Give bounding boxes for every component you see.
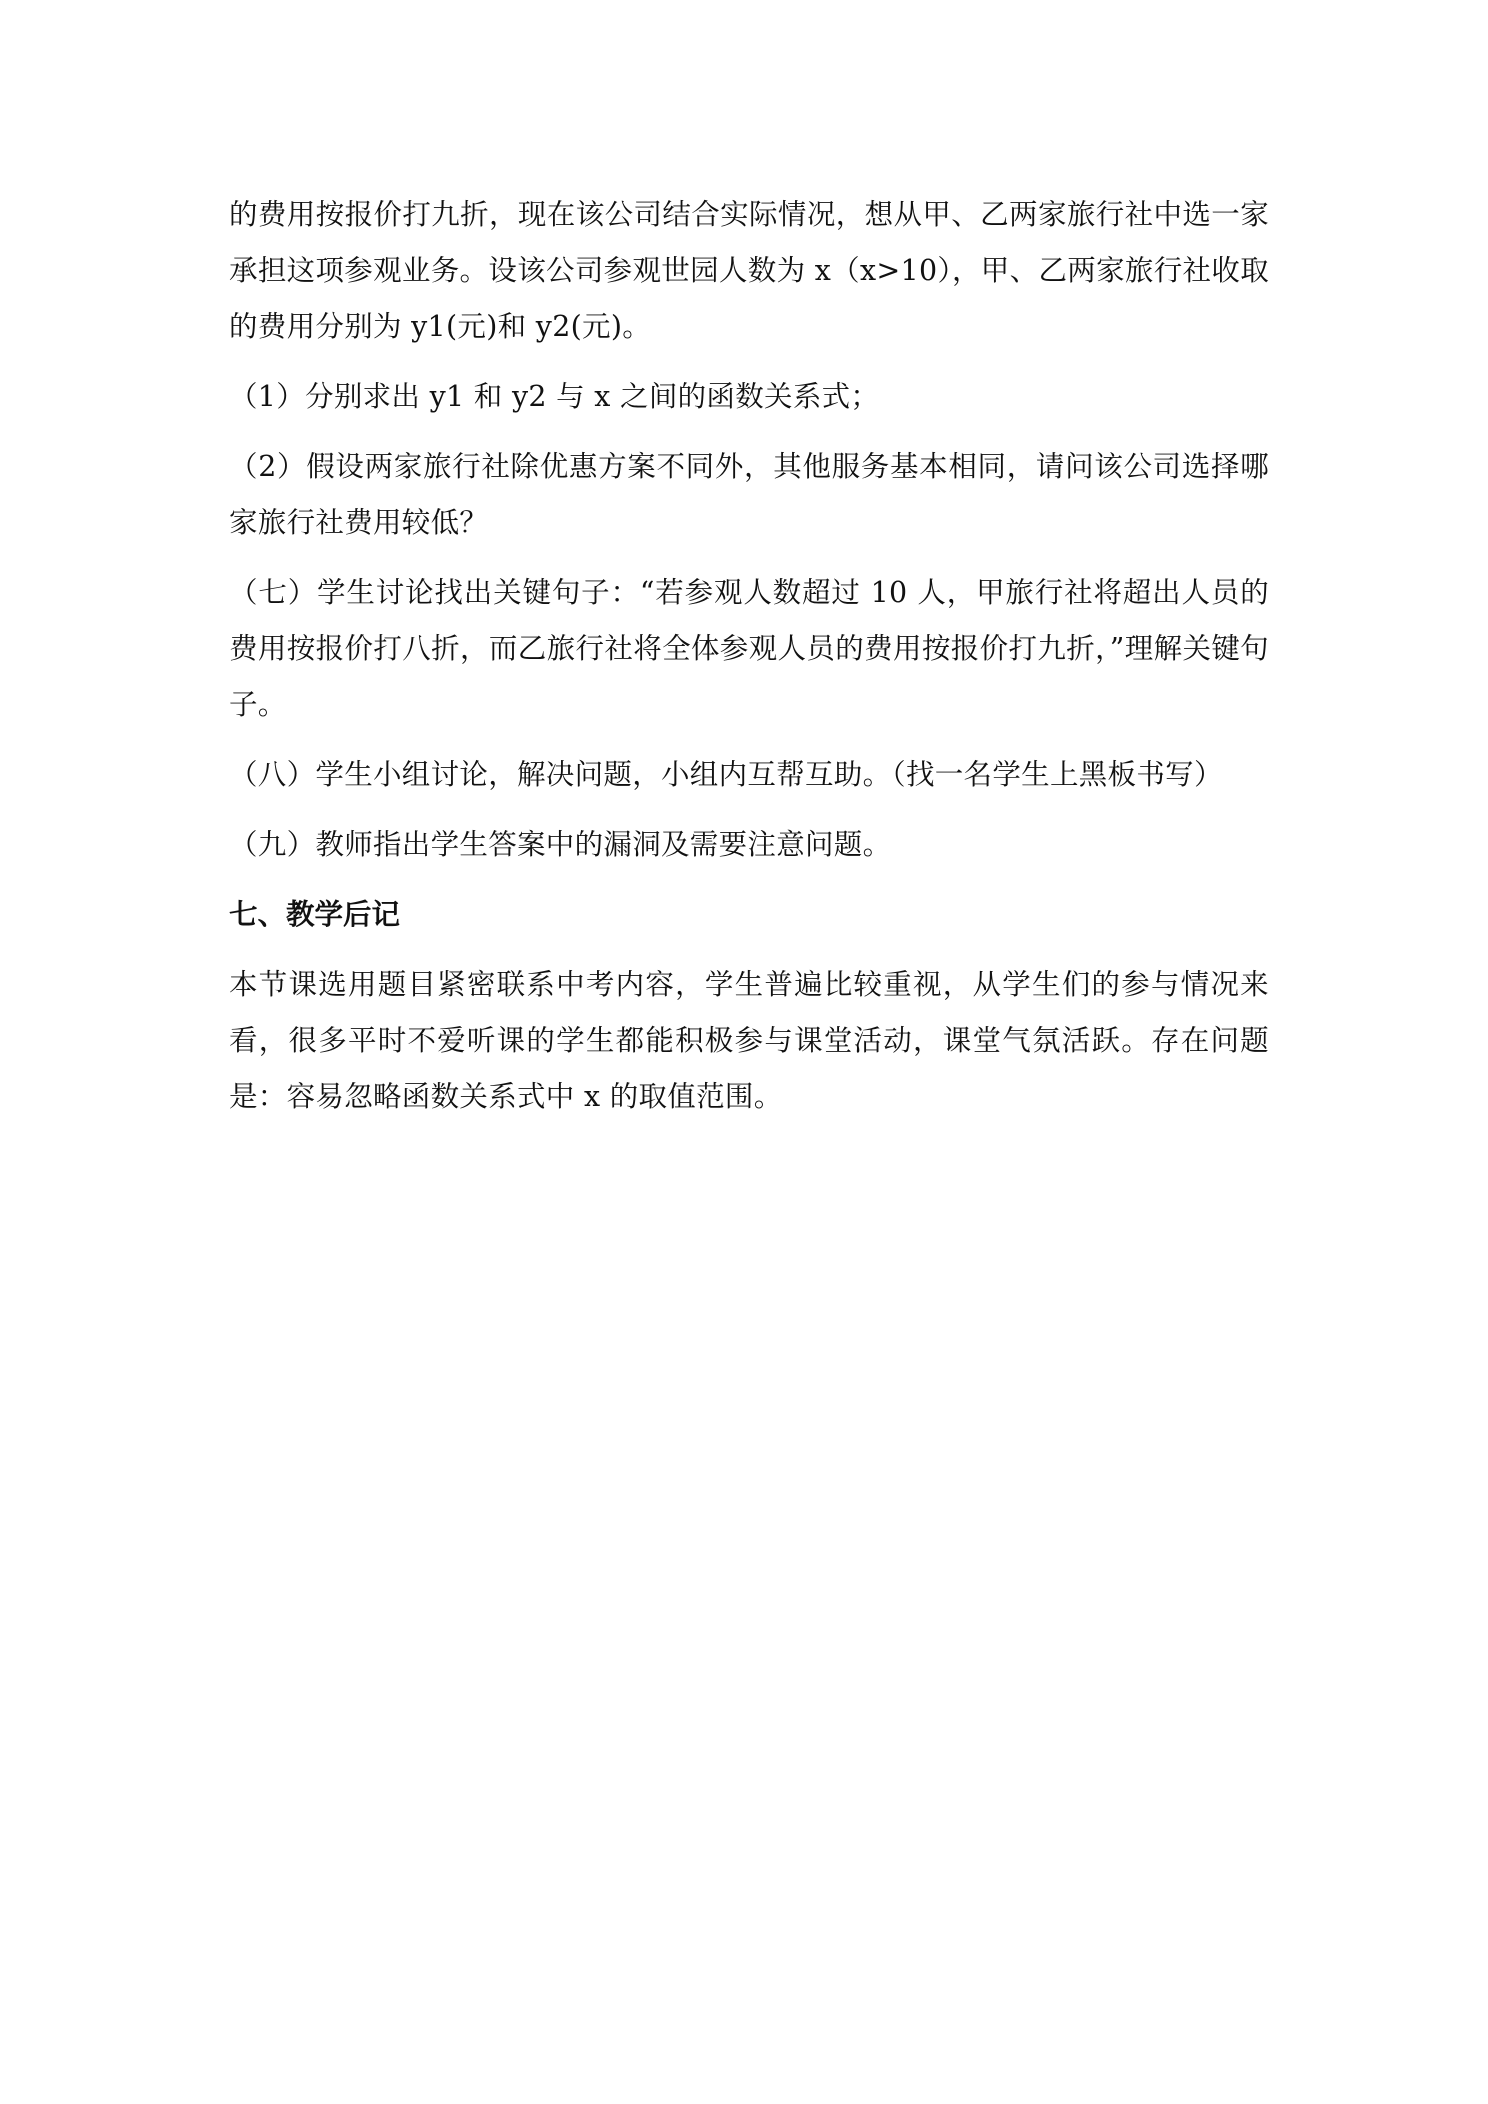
document-body <box>229 187 1269 1139</box>
step-eight: （八）学生小组讨论，解决问题，小组内互帮互助。（找一名学生上黑板书写） <box>229 758 1223 791</box>
section-heading: 七、教学后记 <box>229 898 401 931</box>
question-1: （1）分别求出 y1 和 y2 与 x 之间的函数关系式； <box>229 380 880 413</box>
step-nine: （九）教师指出学生答案中的漏洞及需要注意问题。 <box>229 828 892 861</box>
step-seven: （七）学生讨论找出关键句子：“若参观人数超过 10 人，甲旅行社将超出人员的费用按报价打八折，而乙旅行社将全体参观人员的费用按报价打九折，”理解关键句子。 <box>229 576 1269 721</box>
question-2: （2）假设两家旅行社除优惠方案不同外，其他服务基本相同，请问该公司选择哪家旅行社费用较低？ <box>229 450 1269 539</box>
problem-paragraph: 的费用按报价打九折，现在该公司结合实际情况，想从甲、乙两家旅行社中选一家承担这项参观业务。设该公司参观世园人数为 x（x>10），甲、乙两家旅行社收取的费用分别为 y1(元)和 y2(元)。 <box>229 198 1269 343</box>
reflection-paragraph: 本节课选用题目紧密联系中考内容，学生普遍比较重视，从学生们的参与情况来看，很多平时不爱听课的学生都能积极参与课堂活动，课堂气氛活跃。存在问题是：容易忽略函数关系式中 x 的取值范围。 <box>229 968 1269 1113</box>
